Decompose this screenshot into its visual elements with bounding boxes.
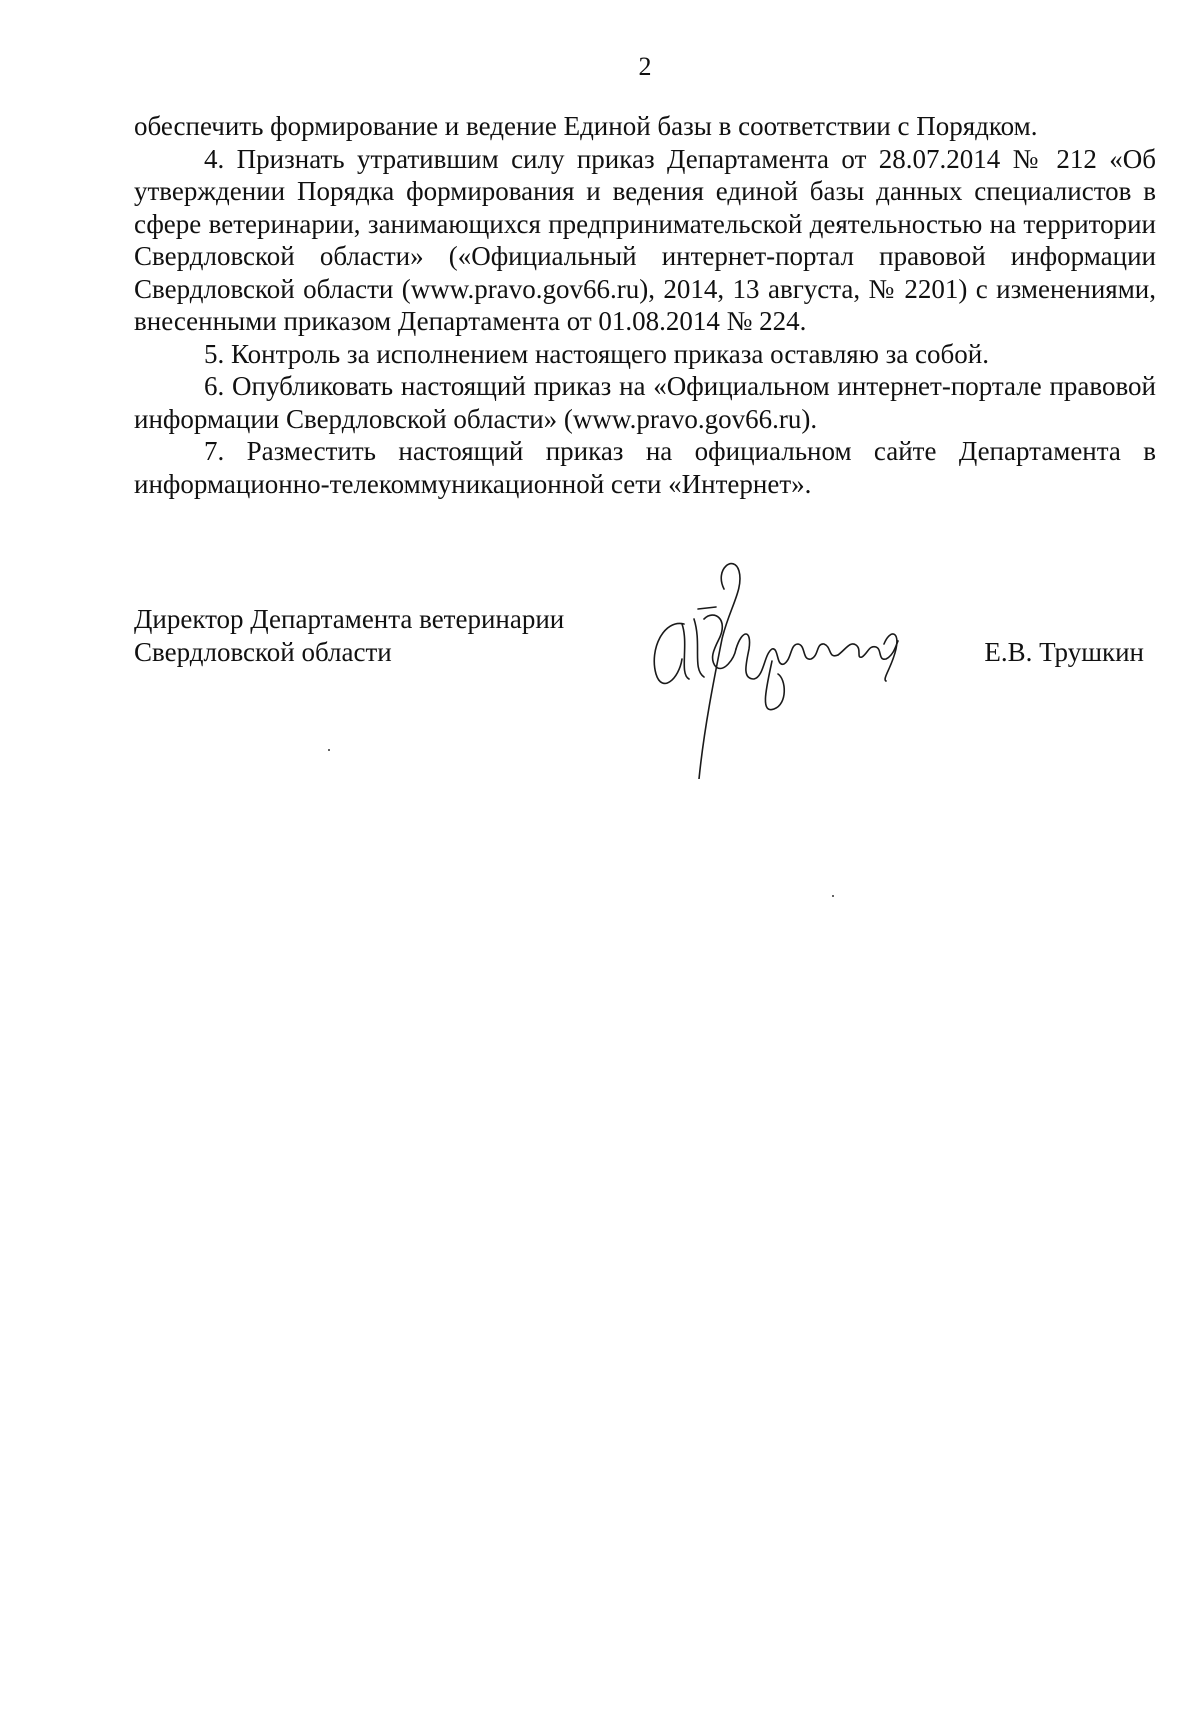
signer-position-line-2: Свердловской области — [134, 637, 392, 667]
paragraph-4: 4. Признать утратившим силу приказ Департамента от 28.07.2014 № 212 «Об утверждении Порядка формирования и ведения единой базы данных специалистов в сфере ветеринарии, занимающихся предпринимательской деятельностью на территории Свердловской области» («Официальный интернет-портал правовой информации Свердловской области (www.pravo.gov66.ru), 2014, 13 августа, № 2201) с изменениями, внесенными приказом Департамента от 01.08.2014 № 224. — [134, 143, 1156, 336]
scan-speck — [832, 895, 834, 897]
signer-name: Е.В. Трушкин — [984, 637, 1144, 667]
scan-speck — [328, 749, 330, 751]
document-body — [134, 110, 1156, 500]
page-number: 2 — [638, 52, 652, 81]
paragraph-3-continuation: обеспечить формирование и ведение Единой базы в соответствии с Порядком. — [134, 111, 1038, 141]
signature-block — [134, 603, 1156, 783]
handwritten-signature — [564, 549, 904, 779]
signer-position-line-1: Директор Департамента ветеринарии — [134, 604, 565, 634]
signer-position — [134, 603, 564, 669]
paragraph-5: 5. Контроль за исполнением настоящего приказа оставляю за собой. — [204, 338, 989, 369]
paragraph-7: 7. Разместить настоящий приказ на официальном сайте Департамента в информационно-телекоммуникационной сети «Интернет». — [134, 436, 1156, 499]
paragraph-6: 6. Опубликовать настоящий приказ на «Официальном интернет-портале правовой информации Свердловской области» (www.pravo.gov66.ru). — [134, 371, 1156, 434]
